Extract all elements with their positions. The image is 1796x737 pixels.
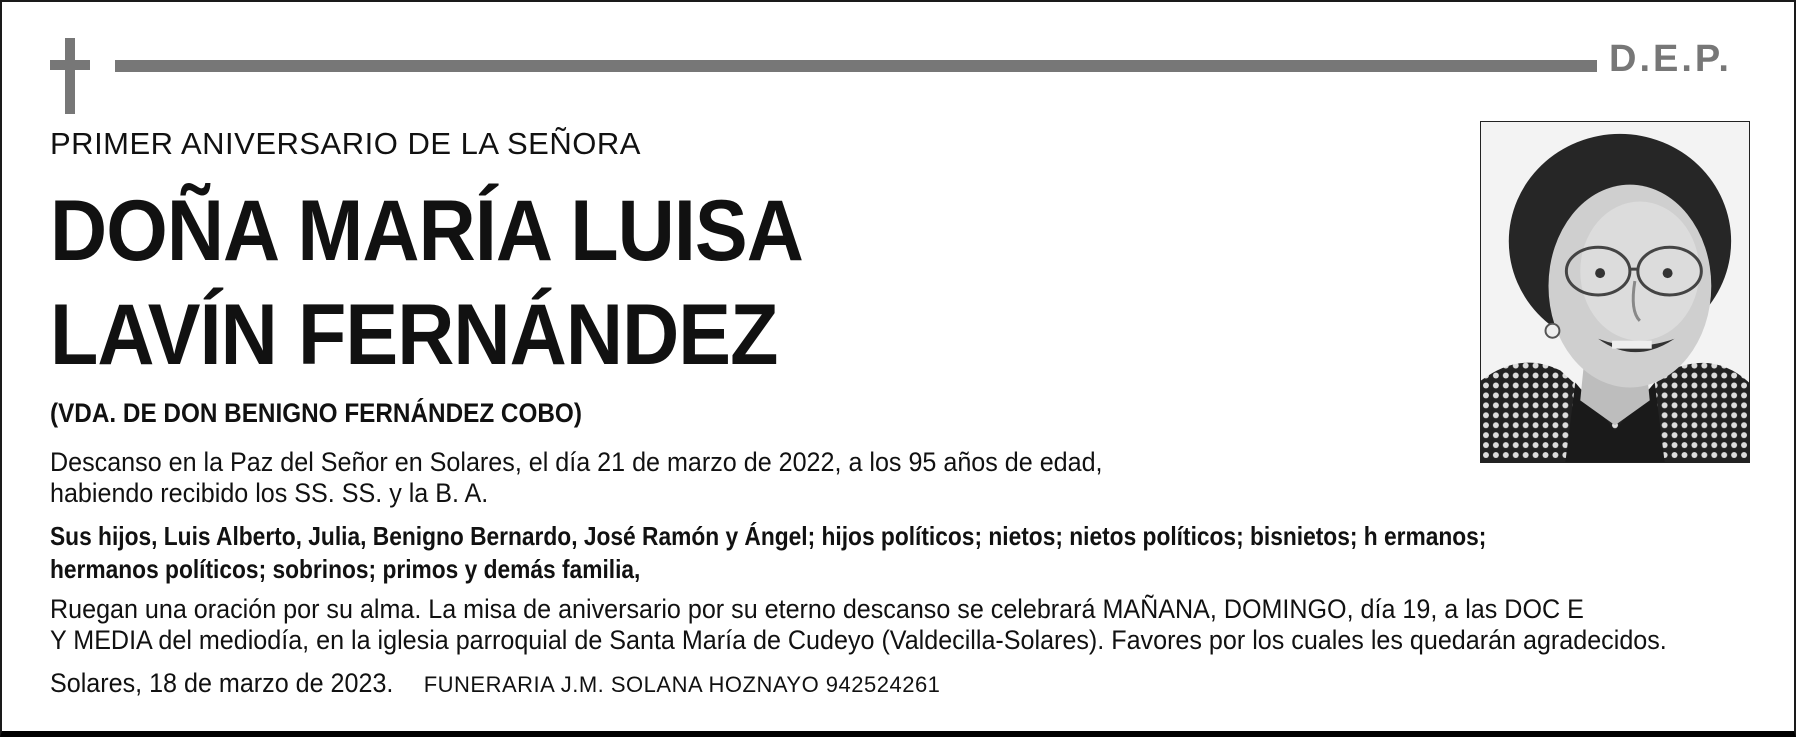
funeral-home: FUNERARIA J.M. SOLANA HOZNAYO 942524261 [423,672,941,697]
header-rule [115,60,1597,72]
footer-line [50,668,940,699]
anniversary-heading: PRIMER ANIVERSARIO DE LA SEÑORA [50,126,641,161]
mass-info-line2: Y MEDIA del mediodía, en la iglesia parroquial de Santa María de Cudeyo (Valdecilla-Solares). Favores por los cuales les quedarán agradecidos. [50,625,1667,655]
portrait-photo [1480,121,1750,463]
latin-cross-icon [50,38,90,114]
death-info-line2: habiendo recibido los SS. SS. y la B. A. [50,478,489,508]
place-date: Solares, 18 de marzo de 2023. [50,668,394,698]
death-info-line1: Descanso en la Paz del Señor en Solares, el día 21 de marzo de 2022, a los 95 años de edad, [50,447,1103,477]
deceased-name-line1: DOÑA MARÍA LUISA [50,183,803,279]
widow-of-line: (VDA. DE DON BENIGNO FERNÁNDEZ COBO) [50,398,582,428]
family-line1: Sus hijos, Luis Alberto, Julia, Benigno Bernardo, José Ramón y Ángel; hijos políticos; nietos; nietos políticos; bisnietos; h ermanos; [50,521,1487,551]
deceased-name-line2: LAVÍN FERNÁNDEZ [50,287,778,383]
family-line2: hermanos políticos; sobrinos; primos y demás familia, [50,554,641,584]
mass-info-line1: Ruegan una oración por su alma. La misa de aniversario por su eterno descanso se celebrará MAÑANA, DOMINGO, día 19, a las DOC E [50,594,1584,624]
dep-label: D.E.P. [1609,38,1732,80]
